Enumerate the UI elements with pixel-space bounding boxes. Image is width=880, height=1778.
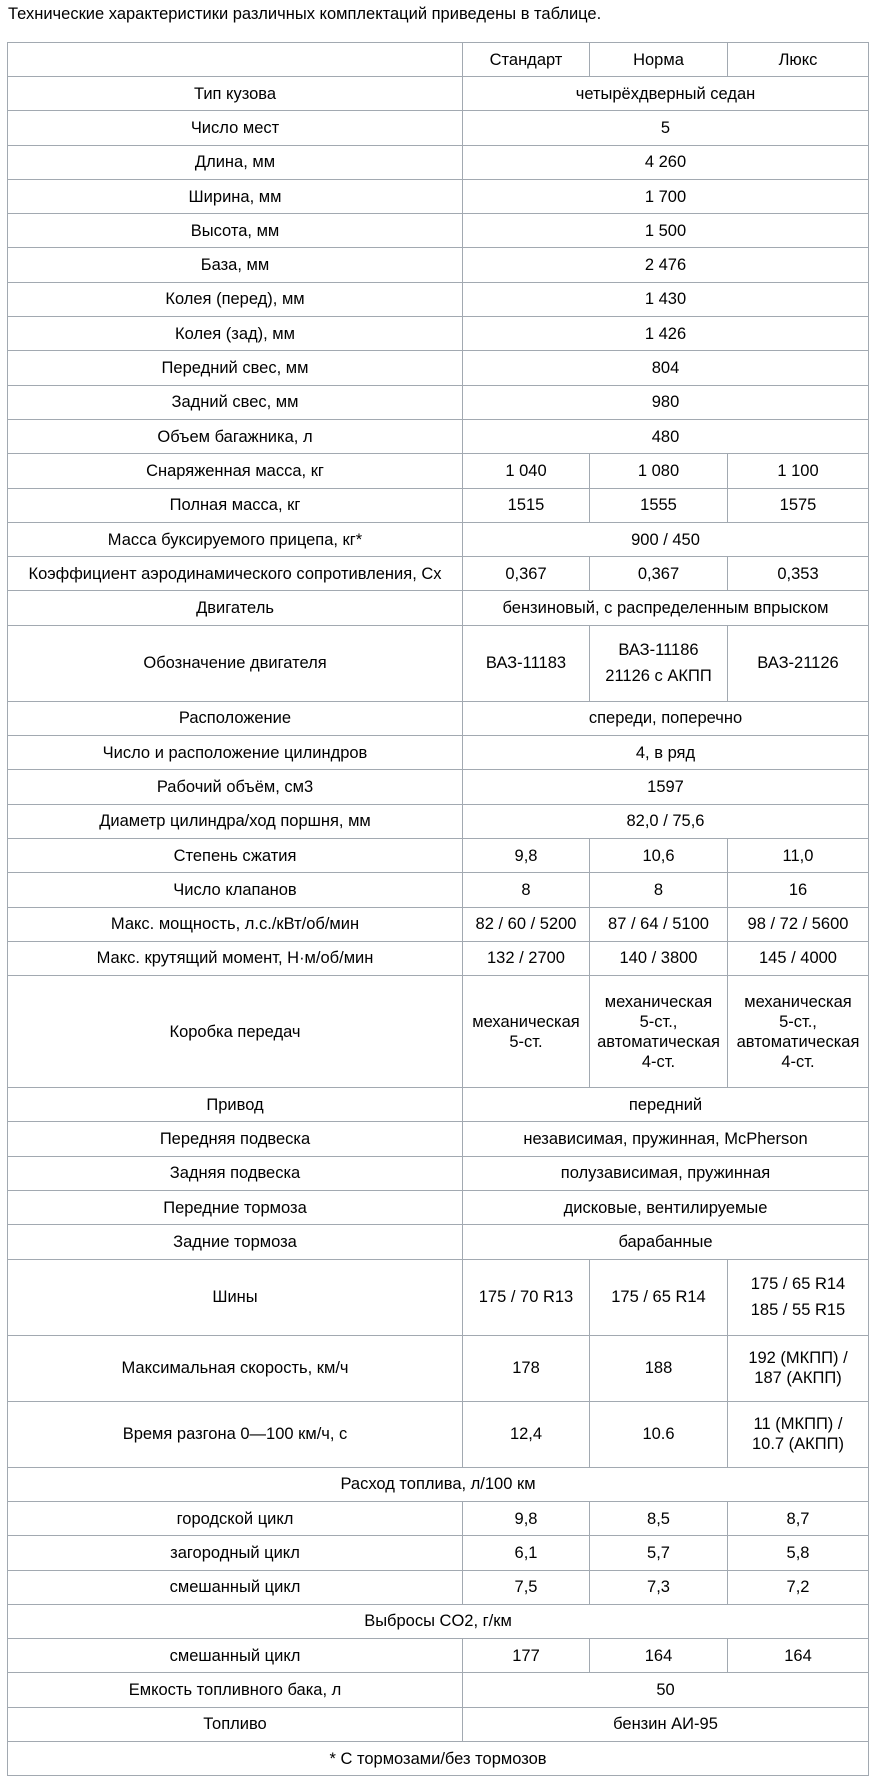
cell-line: механическая bbox=[604, 992, 713, 1011]
table-row bbox=[8, 454, 869, 488]
row-label: Длина, мм bbox=[8, 145, 463, 179]
table-row bbox=[8, 1570, 869, 1604]
cell-line: ВАЗ-11186 bbox=[618, 641, 699, 660]
table-row bbox=[8, 282, 869, 316]
cell-norma: 87 / 64 / 5100 bbox=[590, 907, 728, 941]
table-row bbox=[8, 317, 869, 351]
row-value: 1 426 bbox=[463, 317, 869, 351]
cell-standard: ВАЗ-11183 bbox=[463, 625, 590, 701]
row-value: передний bbox=[463, 1088, 869, 1122]
cell-standard: 9,8 bbox=[463, 1501, 590, 1535]
table-row bbox=[8, 111, 869, 145]
table-row bbox=[8, 488, 869, 522]
cell-line: 192 (МКПП) / bbox=[748, 1349, 848, 1368]
footnote-row bbox=[8, 1741, 869, 1775]
cell-lux: 98 / 72 / 5600 bbox=[728, 907, 869, 941]
table-row bbox=[8, 701, 869, 735]
cell-lux: 7,2 bbox=[728, 1570, 869, 1604]
cell-standard bbox=[463, 976, 590, 1088]
cell-norma: 1 080 bbox=[590, 454, 728, 488]
row-label: Тип кузова bbox=[8, 77, 463, 111]
table-row bbox=[8, 804, 869, 838]
cell-norma: 140 / 3800 bbox=[590, 941, 728, 975]
row-value: 50 bbox=[463, 1673, 869, 1707]
cell-line: автоматическая bbox=[597, 1032, 720, 1051]
row-label: Задний свес, мм bbox=[8, 385, 463, 419]
row-value: четырёхдверный седан bbox=[463, 77, 869, 111]
row-value: бензиновый, с распределенным впрыском bbox=[463, 591, 869, 625]
row-label: Привод bbox=[8, 1088, 463, 1122]
cell-norma: 7,3 bbox=[590, 1570, 728, 1604]
table-row bbox=[8, 557, 869, 591]
cell-norma: 164 bbox=[590, 1639, 728, 1673]
cell-norma: 1555 bbox=[590, 488, 728, 522]
table-row bbox=[8, 1156, 869, 1190]
header-norma: Норма bbox=[590, 43, 728, 77]
table-row bbox=[8, 1088, 869, 1122]
cell-standard: 132 / 2700 bbox=[463, 941, 590, 975]
section-heading-co2: Выбросы CO2, г/км bbox=[8, 1604, 869, 1638]
row-label: Ширина, мм bbox=[8, 179, 463, 213]
row-value: 1597 bbox=[463, 770, 869, 804]
cell-lux: 11,0 bbox=[728, 838, 869, 872]
cell-norma bbox=[590, 976, 728, 1088]
row-value: 1 500 bbox=[463, 214, 869, 248]
row-label: Снаряженная масса, кг bbox=[8, 454, 463, 488]
header-empty-cell bbox=[8, 43, 463, 77]
table-row bbox=[8, 248, 869, 282]
cell-lux: 145 / 4000 bbox=[728, 941, 869, 975]
section-heading-fuel: Расход топлива, л/100 км bbox=[8, 1467, 869, 1501]
table-row bbox=[8, 1536, 869, 1570]
table-row bbox=[8, 838, 869, 872]
cell-line: 11 (МКПП) / bbox=[753, 1415, 843, 1434]
table-row bbox=[8, 941, 869, 975]
cell-norma: 8,5 bbox=[590, 1501, 728, 1535]
footnote: * С тормозами/без тормозов bbox=[8, 1741, 869, 1775]
cell-lux bbox=[728, 1259, 869, 1335]
row-label: Коробка передач bbox=[8, 976, 463, 1088]
table-row bbox=[8, 522, 869, 556]
row-label: Диаметр цилиндра/ход поршня, мм bbox=[8, 804, 463, 838]
cell-lux bbox=[728, 1335, 869, 1401]
row-label: загородный цикл bbox=[8, 1536, 463, 1570]
row-value: 82,0 / 75,6 bbox=[463, 804, 869, 838]
row-value: 1 700 bbox=[463, 179, 869, 213]
cell-standard: 1515 bbox=[463, 488, 590, 522]
row-label: Макс. крутящий момент, Н·м/об/мин bbox=[8, 941, 463, 975]
row-label: Объем багажника, л bbox=[8, 419, 463, 453]
cell-lux: 5,8 bbox=[728, 1536, 869, 1570]
table-row bbox=[8, 1501, 869, 1535]
row-label: Высота, мм bbox=[8, 214, 463, 248]
cell-line: механическая bbox=[472, 1012, 580, 1031]
cell-norma: 188 bbox=[590, 1335, 728, 1401]
table-row bbox=[8, 770, 869, 804]
cell-lux: 16 bbox=[728, 873, 869, 907]
table-row bbox=[8, 1673, 869, 1707]
row-value: 804 bbox=[463, 351, 869, 385]
table-row bbox=[8, 1191, 869, 1225]
table-row bbox=[8, 77, 869, 111]
cell-standard: 12,4 bbox=[463, 1401, 590, 1467]
table-row bbox=[8, 1401, 869, 1467]
row-label: Передняя подвеска bbox=[8, 1122, 463, 1156]
row-label: Полная масса, кг bbox=[8, 488, 463, 522]
table-row bbox=[8, 1639, 869, 1673]
table-row bbox=[8, 1707, 869, 1741]
cell-line: 10.7 (АКПП) bbox=[751, 1435, 845, 1454]
table-row bbox=[8, 1225, 869, 1259]
table-row bbox=[8, 145, 869, 179]
section-row bbox=[8, 1467, 869, 1501]
cell-standard: 8 bbox=[463, 873, 590, 907]
cell-lux bbox=[728, 1401, 869, 1467]
row-value: 2 476 bbox=[463, 248, 869, 282]
row-value: 900 / 450 bbox=[463, 522, 869, 556]
cell-norma: 175 / 65 R14 bbox=[590, 1259, 728, 1335]
cell-line: 4-ст. bbox=[781, 1052, 815, 1071]
row-label: смешанный цикл bbox=[8, 1639, 463, 1673]
cell-norma: 0,367 bbox=[590, 557, 728, 591]
cell-line: 5-ст., bbox=[779, 1012, 817, 1031]
table-row bbox=[8, 419, 869, 453]
table-row bbox=[8, 1122, 869, 1156]
header-standard: Стандарт bbox=[463, 43, 590, 77]
row-label: Передний свес, мм bbox=[8, 351, 463, 385]
row-label: Макс. мощность, л.с./кВт/об/мин bbox=[8, 907, 463, 941]
cell-standard: 6,1 bbox=[463, 1536, 590, 1570]
cell-norma: 5,7 bbox=[590, 1536, 728, 1570]
cell-line: 5-ст. bbox=[509, 1032, 543, 1051]
row-label: Шины bbox=[8, 1259, 463, 1335]
cell-line: 187 (АКПП) bbox=[754, 1369, 842, 1388]
row-label: Колея (зад), мм bbox=[8, 317, 463, 351]
row-value: 4 260 bbox=[463, 145, 869, 179]
table-row bbox=[8, 214, 869, 248]
cell-norma: 10,6 bbox=[590, 838, 728, 872]
table-row bbox=[8, 976, 869, 1088]
row-label: Задняя подвеска bbox=[8, 1156, 463, 1190]
cell-standard: 175 / 70 R13 bbox=[463, 1259, 590, 1335]
cell-lux: 164 bbox=[728, 1639, 869, 1673]
cell-standard: 177 bbox=[463, 1639, 590, 1673]
cell-line: механическая bbox=[744, 992, 852, 1011]
row-label: База, мм bbox=[8, 248, 463, 282]
row-label: Двигатель bbox=[8, 591, 463, 625]
table-row bbox=[8, 385, 869, 419]
row-value: бензин АИ-95 bbox=[463, 1707, 869, 1741]
row-label: Емкость топливного бака, л bbox=[8, 1673, 463, 1707]
table-row bbox=[8, 736, 869, 770]
table-row bbox=[8, 625, 869, 701]
section-row bbox=[8, 1604, 869, 1638]
row-label: Коэффициент аэродинамического сопротивления, Сх bbox=[8, 557, 463, 591]
row-label: Число мест bbox=[8, 111, 463, 145]
cell-standard: 178 bbox=[463, 1335, 590, 1401]
cell-line: 175 / 65 R14 bbox=[750, 1275, 846, 1294]
row-label: Колея (перед), мм bbox=[8, 282, 463, 316]
row-value: независимая, пружинная, McPherson bbox=[463, 1122, 869, 1156]
row-value: 5 bbox=[463, 111, 869, 145]
row-label: Максимальная скорость, км/ч bbox=[8, 1335, 463, 1401]
row-value: полузависимая, пружинная bbox=[463, 1156, 869, 1190]
cell-lux: 8,7 bbox=[728, 1501, 869, 1535]
cell-standard: 7,5 bbox=[463, 1570, 590, 1604]
cell-lux: 1 100 bbox=[728, 454, 869, 488]
cell-line: 21126 с АКПП bbox=[605, 667, 712, 686]
row-value: 1 430 bbox=[463, 282, 869, 316]
table-row bbox=[8, 1335, 869, 1401]
table-row bbox=[8, 591, 869, 625]
row-label: смешанный цикл bbox=[8, 1570, 463, 1604]
cell-line: 5-ст., bbox=[639, 1012, 678, 1031]
cell-standard: 82 / 60 / 5200 bbox=[463, 907, 590, 941]
cell-lux bbox=[728, 976, 869, 1088]
row-label: Задние тормоза bbox=[8, 1225, 463, 1259]
row-label: Число клапанов bbox=[8, 873, 463, 907]
row-label: Степень сжатия bbox=[8, 838, 463, 872]
cell-line: 185 / 55 R15 bbox=[750, 1301, 846, 1320]
cell-lux: 0,353 bbox=[728, 557, 869, 591]
table-header-row bbox=[8, 43, 869, 77]
cell-standard: 9,8 bbox=[463, 838, 590, 872]
cell-norma bbox=[590, 625, 728, 701]
cell-line: автоматическая bbox=[736, 1032, 860, 1051]
specifications-table bbox=[7, 42, 869, 1776]
row-label: Рабочий объём, см3 bbox=[8, 770, 463, 804]
row-label: Время разгона 0—100 км/ч, с bbox=[8, 1401, 463, 1467]
row-label: Обозначение двигателя bbox=[8, 625, 463, 701]
cell-line: 4-ст. bbox=[641, 1052, 676, 1071]
cell-lux: 1575 bbox=[728, 488, 869, 522]
cell-norma: 8 bbox=[590, 873, 728, 907]
row-label: Число и расположение цилиндров bbox=[8, 736, 463, 770]
table-row bbox=[8, 179, 869, 213]
cell-standard: 1 040 bbox=[463, 454, 590, 488]
header-lux: Люкс bbox=[728, 43, 869, 77]
cell-standard: 0,367 bbox=[463, 557, 590, 591]
row-value: 4, в ряд bbox=[463, 736, 869, 770]
row-label: Расположение bbox=[8, 701, 463, 735]
table-caption: Технические характеристики различных комплектаций приведены в таблице. bbox=[8, 5, 602, 23]
cell-lux: ВАЗ-21126 bbox=[728, 625, 869, 701]
cell-norma: 10.6 bbox=[590, 1401, 728, 1467]
row-label: Масса буксируемого прицепа, кг* bbox=[8, 522, 463, 556]
row-value: дисковые, вентилируемые bbox=[463, 1191, 869, 1225]
row-value: 980 bbox=[463, 385, 869, 419]
table-row bbox=[8, 873, 869, 907]
row-value: спереди, поперечно bbox=[463, 701, 869, 735]
row-label: Топливо bbox=[8, 1707, 463, 1741]
row-label: городской цикл bbox=[8, 1501, 463, 1535]
row-value: 480 bbox=[463, 419, 869, 453]
table-row bbox=[8, 1259, 869, 1335]
table-row bbox=[8, 907, 869, 941]
row-label: Передние тормоза bbox=[8, 1191, 463, 1225]
table-row bbox=[8, 351, 869, 385]
row-value: барабанные bbox=[463, 1225, 869, 1259]
